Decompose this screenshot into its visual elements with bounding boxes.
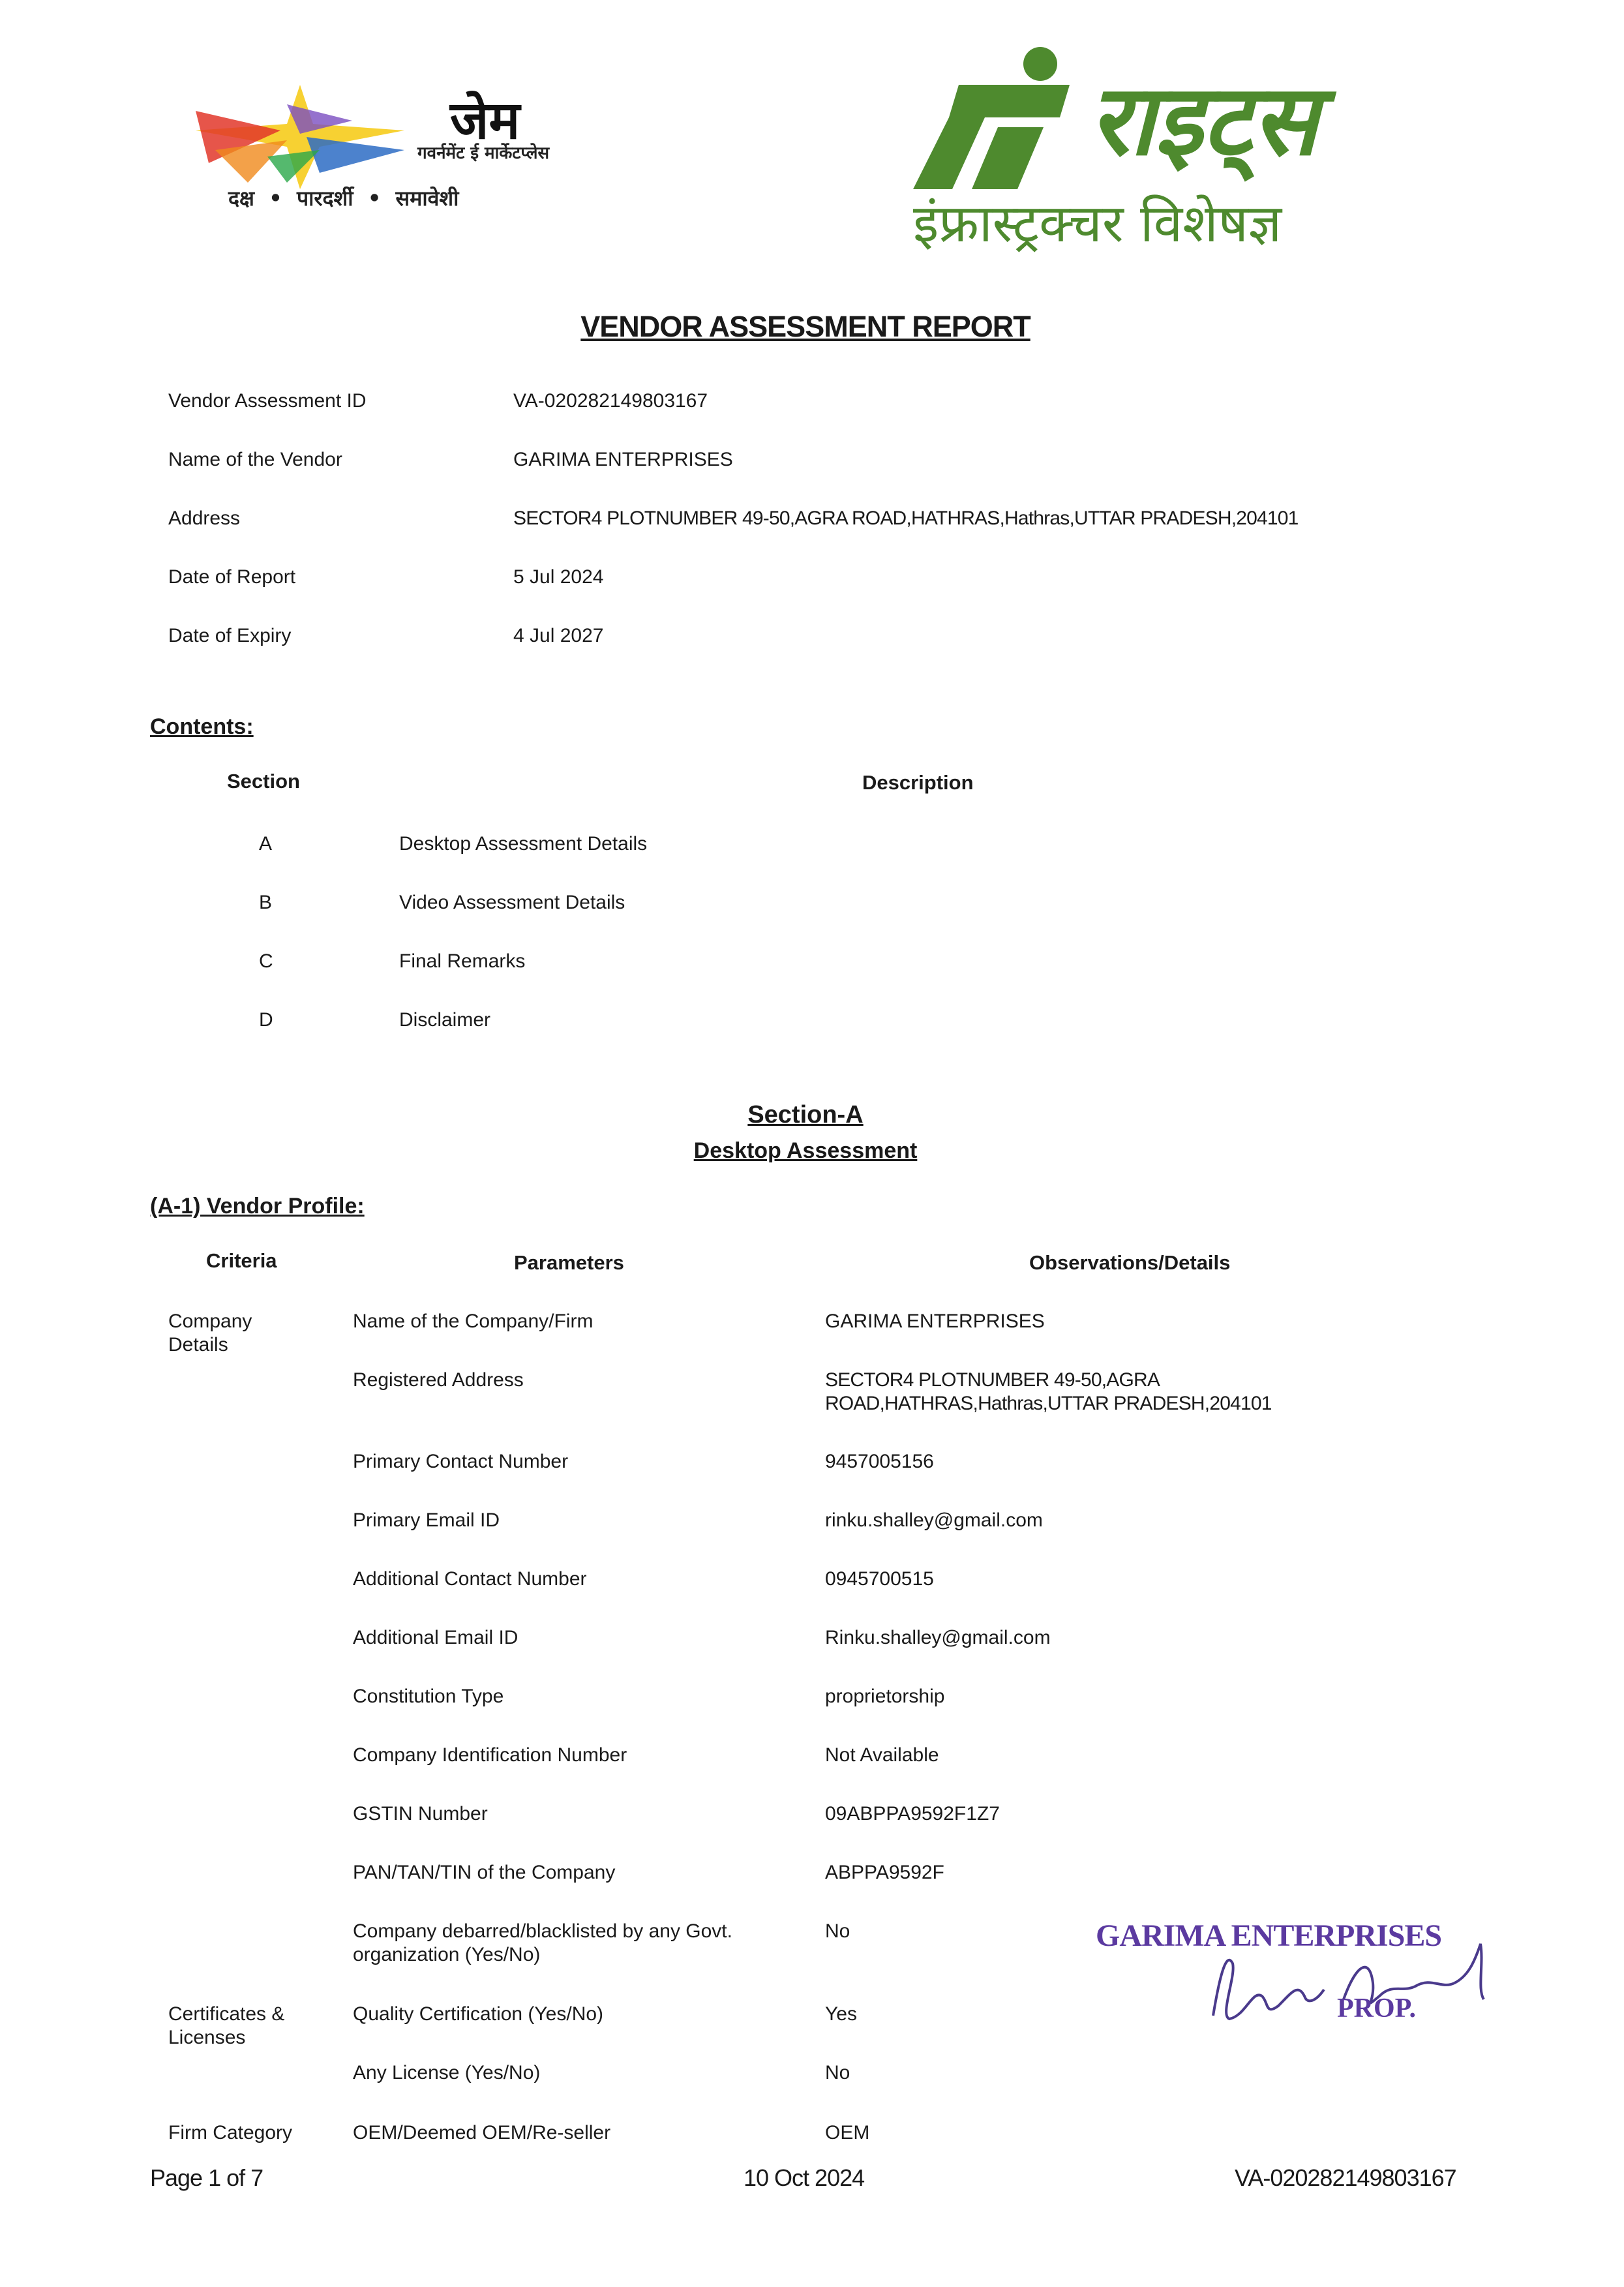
param-additional-contact: Additional Contact Number <box>353 1568 587 1590</box>
contents-section-letter: C <box>259 950 273 972</box>
info-value-expiry-date: 4 Jul 2027 <box>513 625 604 646</box>
value-additional-email: Rinku.shalley@gmail.com <box>825 1627 1051 1648</box>
param-debarred: Company debarred/blacklisted by any Govt. organization (Yes/No) <box>353 1920 732 1965</box>
value-any-license: No <box>825 2062 850 2083</box>
param-gstin: GSTIN Number <box>353 1803 488 1825</box>
param-quality-certification: Quality Certification (Yes/No) <box>353 2003 604 2025</box>
param-any-license: Any License (Yes/No) <box>353 2062 541 2083</box>
gem-logo-name: जेम <box>450 90 520 151</box>
footer-page-number: Page 1 of 7 <box>150 2164 263 2191</box>
info-label-address: Address <box>168 507 241 529</box>
criteria-company-details: Company Details <box>168 1310 252 1356</box>
value-gstin: 09ABPPA9592F1Z7 <box>825 1803 1000 1825</box>
value-company-name: GARIMA ENTERPRISES <box>825 1310 1045 1332</box>
criteria-certificates-licenses: Certificates & Licenses <box>168 2003 285 2048</box>
stamp-role: PROP. <box>1337 1993 1416 2023</box>
info-label-expiry-date: Date of Expiry <box>168 625 292 646</box>
param-constitution-type: Constitution Type <box>353 1686 504 1707</box>
param-company-id-number: Company Identification Number <box>353 1744 627 1766</box>
contents-description: Video Assessment Details <box>399 892 625 913</box>
contents-description: Final Remarks <box>399 950 526 972</box>
stamp-company-name: GARIMA ENTERPRISES <box>1096 1918 1442 1953</box>
footer-assessment-id: VA-020282149803167 <box>1235 2164 1456 2191</box>
contents-section-letter: B <box>259 892 273 913</box>
value-registered-address: SECTOR4 PLOTNUMBER 49-50,AGRA ROAD,HATHRAS,Hathras,UTTAR PRADESH,204101 <box>825 1369 1272 1414</box>
param-primary-contact: Primary Contact Number <box>353 1451 569 1472</box>
contents-col-description: Description <box>862 771 974 794</box>
gem-logo-subtitle: गवर्नमेंट ई मार्केटप्लेस <box>417 144 550 163</box>
contents-section-letter: A <box>259 833 273 855</box>
param-additional-email: Additional Email ID <box>353 1627 519 1648</box>
section-a-title: Section-A <box>747 1101 864 1128</box>
value-company-id-number: Not Available <box>825 1744 939 1766</box>
gem-logo-tagline: दक्ष • पारदर्शी • समावेशी <box>228 186 459 211</box>
value-debarred: No <box>825 1920 850 1942</box>
info-label-report-date: Date of Report <box>168 566 296 588</box>
gem-logo <box>189 78 685 222</box>
info-value-address: SECTOR4 PLOTNUMBER 49-50,AGRA ROAD,HATHRAS,Hathras,UTTAR PRADESH,204101 <box>513 507 1299 529</box>
value-primary-email: rinku.shalley@gmail.com <box>825 1509 1043 1531</box>
contents-heading: Contents: <box>150 714 254 739</box>
criteria-firm-category: Firm Category <box>168 2122 293 2143</box>
rites-logo-subtitle: इंफ्रास्ट्रक्चर विशेषज्ञ <box>913 193 1282 254</box>
param-pan-tan-tin: PAN/TAN/TIN of the Company <box>353 1862 616 1883</box>
param-primary-email: Primary Email ID <box>353 1509 500 1531</box>
gem-star-icon <box>189 85 411 189</box>
footer-date: 10 Oct 2024 <box>744 2164 865 2191</box>
contents-col-section: Section <box>227 770 300 793</box>
info-value-report-date: 5 Jul 2024 <box>513 566 604 588</box>
value-pan-tan-tin: ABPPA9592F <box>825 1862 944 1883</box>
rites-logo <box>913 46 1467 261</box>
param-oem: OEM/Deemed OEM/Re-seller <box>353 2122 611 2143</box>
rites-logo-name: राइट्स <box>1089 64 1318 177</box>
info-value-vendor-name: GARIMA ENTERPRISES <box>513 449 733 470</box>
col-parameters: Parameters <box>514 1251 624 1274</box>
param-registered-address: Registered Address <box>353 1369 524 1391</box>
info-label-vendor-name: Name of the Vendor <box>168 449 342 470</box>
contents-description: Desktop Assessment Details <box>399 833 648 855</box>
value-additional-contact: 0945700515 <box>825 1568 934 1590</box>
report-title: VENDOR ASSESSMENT REPORT <box>580 310 1030 343</box>
section-a-subtitle: Desktop Assessment <box>693 1138 918 1163</box>
contents-section-letter: D <box>259 1009 273 1031</box>
vendor-profile-heading: (A-1) Vendor Profile: <box>150 1194 365 1219</box>
value-constitution-type: proprietorship <box>825 1686 945 1707</box>
col-observations: Observations/Details <box>1029 1251 1231 1274</box>
company-stamp <box>1096 1911 1513 2061</box>
value-quality-certification: Yes <box>825 2003 857 2025</box>
value-oem: OEM <box>825 2122 870 2143</box>
param-company-name: Name of the Company/Firm <box>353 1310 594 1332</box>
contents-description: Disclaimer <box>399 1009 491 1031</box>
value-primary-contact: 9457005156 <box>825 1451 934 1472</box>
rites-mark-icon <box>913 46 1083 196</box>
info-value-assessment-id: VA-020282149803167 <box>513 390 708 412</box>
info-label-assessment-id: Vendor Assessment ID <box>168 390 367 412</box>
col-criteria: Criteria <box>206 1249 277 1272</box>
